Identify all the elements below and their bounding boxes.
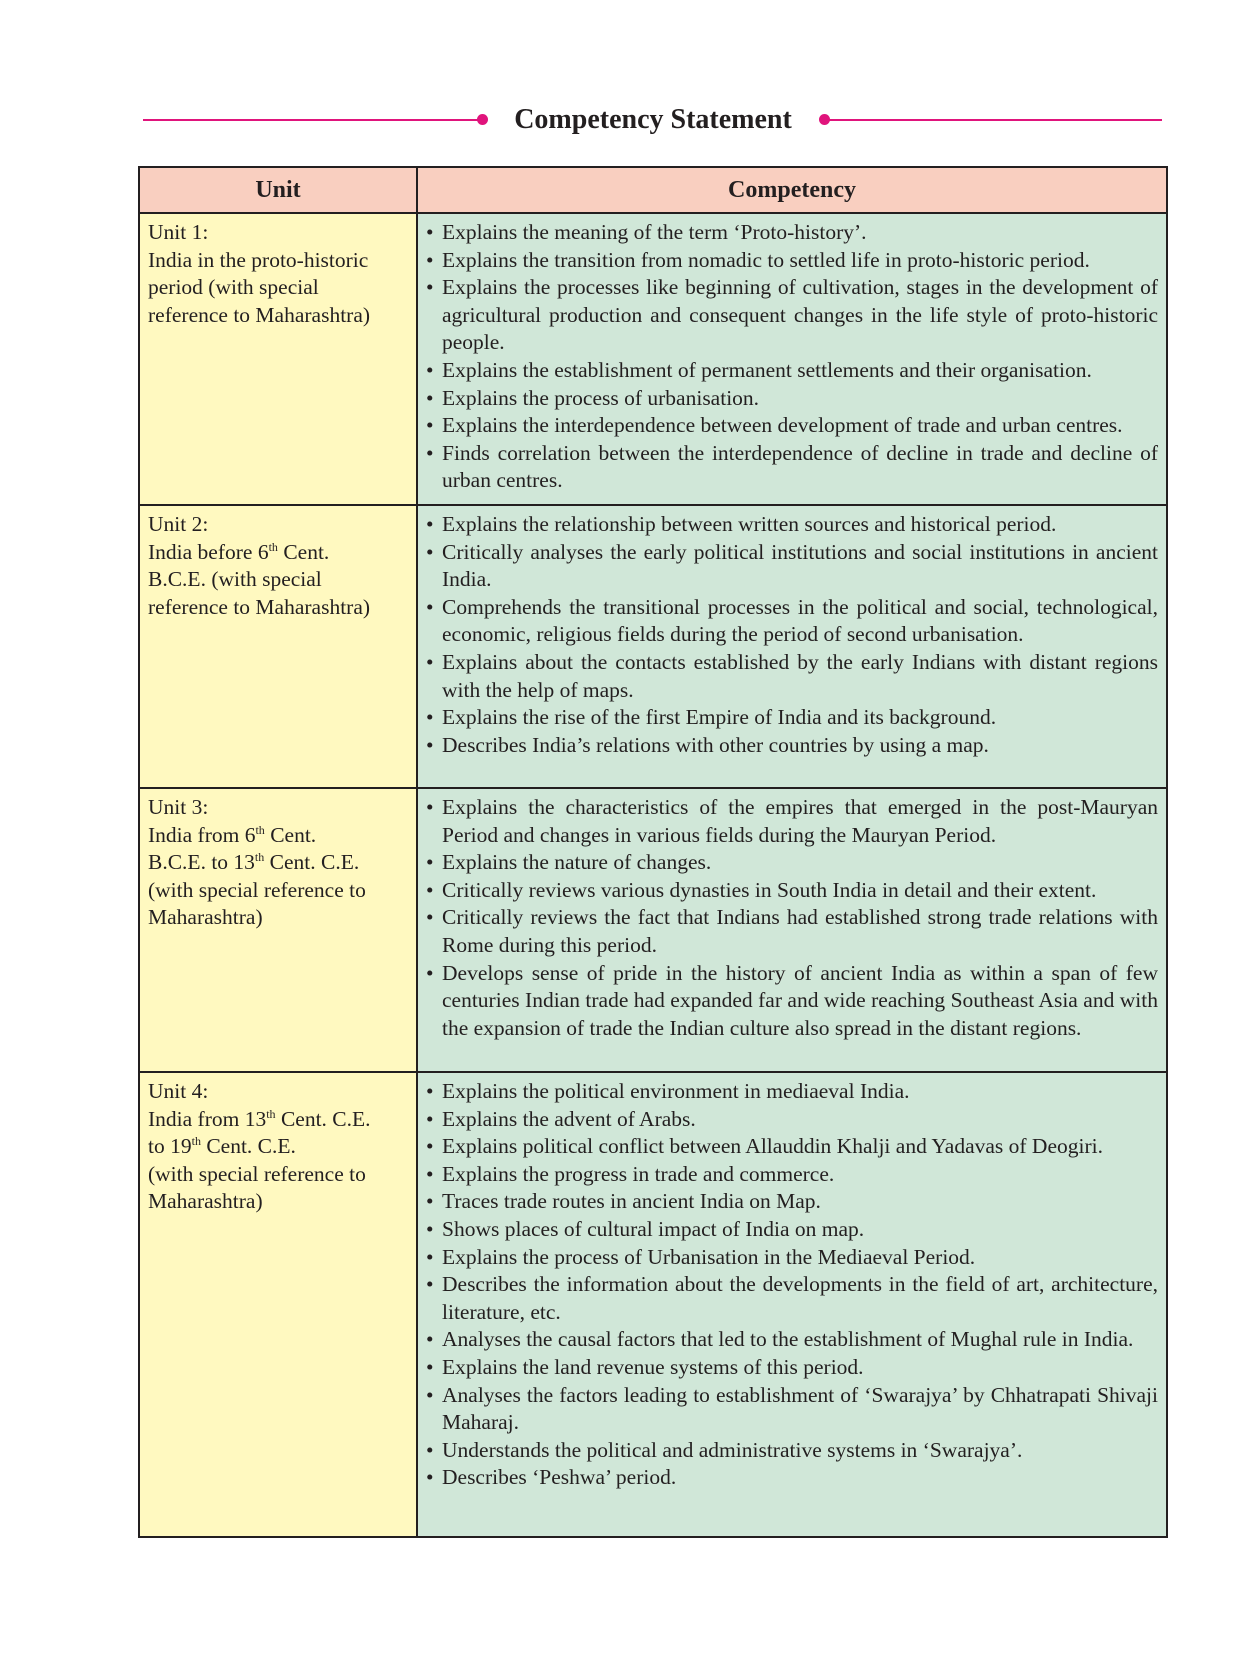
competency-point: • Explains the processes like beginning of cultivation, stages in the development of agricultural production and consequent changes in the life style of proto-historic people. [426,274,1158,357]
competency-point: • Comprehends the transitional processes in the political and social, technological, economic, religious fields during the period of second urbanisation. [426,594,1158,649]
table-row [139,505,1167,788]
title-rule-left [143,119,482,121]
competency-point: • Critically reviews various dynasties in South India in detail and their extent. [426,877,1158,905]
unit-title-line: India from 6th Cent. [148,822,317,847]
competency-point: • Finds correlation between the interdependence of decline in trade and decline of urban centres. [426,440,1158,495]
unit-title-line: reference to Maharashtra) [148,594,371,619]
title-row [143,100,1162,140]
unit-title-line: period (with special [148,275,319,300]
competency-list [426,794,1158,1042]
competency-point: • Explains the characteristics of the empires that emerged in the post-Mauryan Period and changes in various fields during the Mauryan Period. [426,794,1158,849]
competency-point: • Traces trade routes in ancient India on Map. [426,1188,1158,1216]
unit-label: Unit 2: [148,512,209,536]
competency-point: • Critically analyses the early political institutions and social institutions in ancient India. [426,539,1158,594]
competency-cell [417,213,1167,505]
unit-title-line: India in the proto-historic [148,247,369,272]
competency-point: • Explains the interdependence between development of trade and urban centres. [426,412,1158,440]
header-unit: Unit [139,167,417,213]
competency-list [426,1078,1158,1492]
competency-point: • Explains the political environment in mediaeval India. [426,1078,1158,1106]
competency-list [426,511,1158,759]
unit-title-line: B.C.E. to 13th Cent. C.E. [148,850,360,875]
unit-cell [139,1072,417,1537]
competency-list [426,219,1158,495]
unit-title-line: Maharashtra) [148,1189,263,1214]
competency-point: • Explains the rise of the first Empire of India and its background. [426,704,1158,732]
unit-cell [139,788,417,1072]
competency-cell [417,788,1167,1072]
title-dot-left [477,114,488,125]
unit-title-line: (with special reference to [148,1161,366,1186]
unit-title-line: India from 13th Cent. C.E. [148,1106,371,1131]
competency-point: • Explains political conflict between Allauddin Khalji and Yadavas of Deogiri. [426,1133,1158,1161]
competency-point: • Explains the relationship between written sources and historical period. [426,511,1158,539]
competency-point: • Explains the establishment of permanent settlements and their organisation. [426,357,1158,385]
unit-title-line: reference to Maharashtra) [148,302,371,327]
competency-cell [417,1072,1167,1537]
competency-table [138,166,1168,1538]
competency-point: • Explains the transition from nomadic to settled life in proto-historic period. [426,247,1158,275]
competency-point: • Analyses the factors leading to establishment of ‘Swarajya’ by Chhatrapati Shivaji Maharaj. [426,1382,1158,1437]
competency-point: • Shows places of cultural impact of India on map. [426,1216,1158,1244]
unit-label: Unit 1: [148,220,209,244]
unit-title-line: Maharashtra) [148,905,263,930]
unit-title-line: (with special reference to [148,877,366,902]
unit-cell [139,505,417,788]
unit-cell [139,213,417,505]
table-header-row [139,167,1167,213]
competency-point: • Explains the advent of Arabs. [426,1106,1158,1134]
table-row [139,213,1167,505]
title-rule-right [825,119,1162,121]
competency-point: • Explains the land revenue systems of this period. [426,1354,1158,1382]
competency-point: • Explains about the contacts established by the early Indians with distant regions with the help of maps. [426,649,1158,704]
header-competency: Competency [417,167,1167,213]
competency-point: • Develops sense of pride in the history of ancient India as within a span of few centuries Indian trade had expanded far and wide reaching Southeast Asia and with the expansion of trade the Indian culture also spread in the distant regions. [426,960,1158,1043]
competency-point: • Critically reviews the fact that Indians had established strong trade relations with Rome during this period. [426,904,1158,959]
competency-point: • Analyses the causal factors that led to the establishment of Mughal rule in India. [426,1326,1158,1354]
table-row [139,788,1167,1072]
competency-point: • Explains the meaning of the term ‘Proto-history’. [426,219,1158,247]
unit-title-line: India before 6th Cent. [148,539,330,564]
competency-point: • Explains the process of Urbanisation in the Mediaeval Period. [426,1244,1158,1272]
table-row [139,1072,1167,1537]
competency-point: • Explains the progress in trade and commerce. [426,1161,1158,1189]
unit-title-line: B.C.E. (with special [148,567,322,592]
competency-point: • Describes the information about the developments in the field of art, architecture, literature, etc. [426,1271,1158,1326]
competency-point: • Understands the political and administrative systems in ‘Swarajya’. [426,1437,1158,1465]
unit-label: Unit 3: [148,795,209,819]
page-title: Competency Statement [514,104,792,135]
competency-point: • Explains the nature of changes. [426,849,1158,877]
competency-point: • Describes India’s relations with other countries by using a map. [426,732,1158,760]
competency-cell [417,505,1167,788]
competency-point: • Describes ‘Peshwa’ period. [426,1464,1158,1492]
unit-label: Unit 4: [148,1079,209,1103]
unit-title-line: to 19th Cent. C.E. [148,1134,296,1159]
competency-point: • Explains the process of urbanisation. [426,385,1158,413]
